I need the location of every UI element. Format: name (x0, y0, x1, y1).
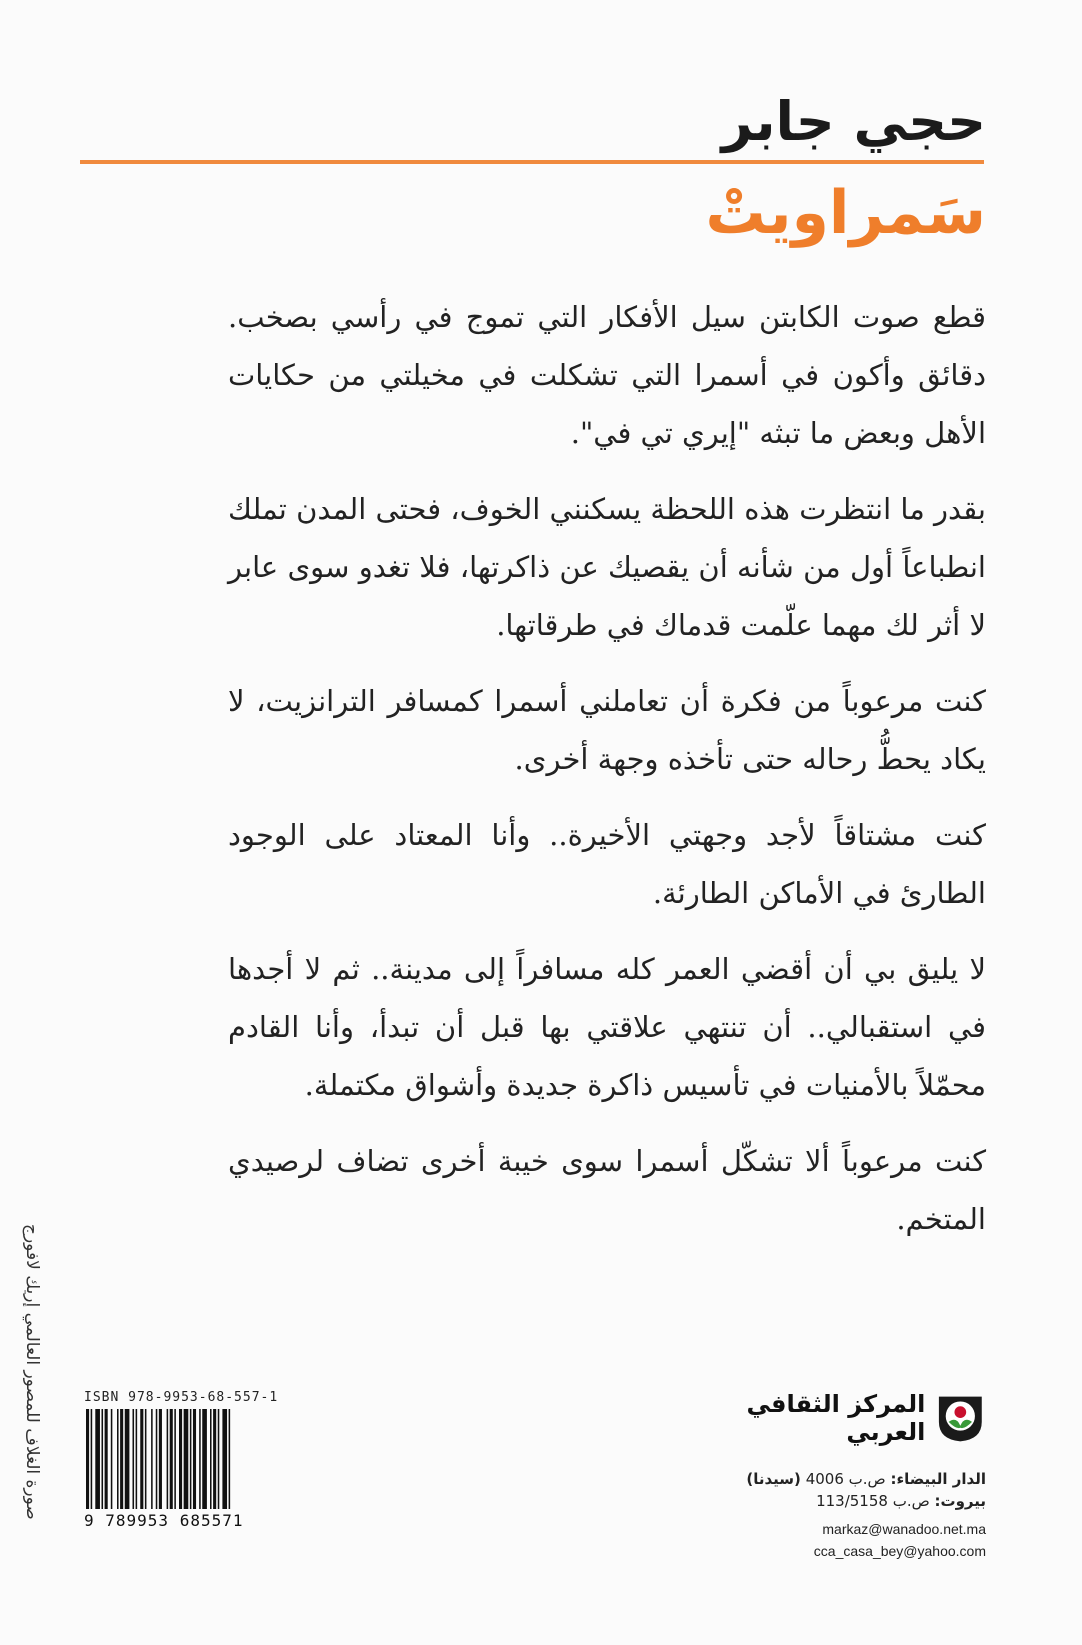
author-name: حجي جابر (721, 90, 986, 153)
barcode-bar (170, 1409, 173, 1509)
barcode-block (84, 1390, 300, 1530)
barcode-bar (167, 1409, 169, 1509)
publisher-emails (666, 1518, 986, 1562)
barcode-bar (105, 1409, 108, 1509)
barcode-bar (91, 1409, 93, 1509)
blurb-paragraph: كنت مشتاقاً لأجد وجهتي الأخيرة.. وأنا المعتاد على الوجود الطارئ في الأماكن الطارئة. (228, 818, 986, 910)
barcode-bar (125, 1409, 130, 1509)
barcode-bar (133, 1409, 135, 1509)
barcode-bar (190, 1409, 192, 1509)
barcode-bar (222, 1409, 227, 1509)
blurb (228, 288, 986, 1266)
blurb-paragraph: بقدر ما انتظرت هذه اللحظة يسكنني الخوف، فحتى المدن تملك انطباعاً أول من شأنه أن يقصيك عن ذاكرتها، فلا تغدو سوى عابر لا أثر لك مهما علّمت قدماك في طرقاتها. (228, 492, 986, 642)
barcode-digits: 9 789953 685571 (84, 1511, 244, 1530)
orange-divider (80, 160, 984, 164)
barcode-bar (184, 1409, 189, 1509)
barcode-bar (120, 1409, 123, 1509)
barcode-bar (199, 1409, 201, 1509)
barcode-bar (193, 1409, 196, 1509)
publisher-logo-icon (935, 1392, 986, 1444)
barcode-bar (140, 1409, 143, 1509)
beirut-label: بيروت: (934, 1492, 986, 1510)
blurb-paragraph: كنت مرعوباً ألا تشكّل أسمرا سوى خيبة أخرى تضاف لرصيدي المتخم. (228, 1144, 986, 1236)
barcode-bar (156, 1409, 158, 1509)
casablanca-label: الدار البيضاء: (890, 1470, 986, 1488)
blurb-paragraph: لا يليق بي أن أقضي العمر كله مسافراً إلى مدينة.. ثم لا أجدها في استقبالي.. أن تنتهي علاقتي بها قبل أن تبدأ، وأنا القادم محمّلاً بالأمنيات في تأسيس ذاكرة جديدة وأشواق مكتملة. (228, 952, 986, 1102)
publisher-block (666, 1390, 986, 1562)
barcode-bar (174, 1409, 176, 1509)
barcode-bar (202, 1409, 207, 1509)
publisher-name: المركز الثقافي العربي (746, 1390, 926, 1446)
barcode-bar (179, 1409, 182, 1509)
casablanca-district: (سيدنا) (746, 1470, 801, 1488)
email-2: cca_casa_bey@yahoo.com (813, 1543, 986, 1559)
barcode-bar (210, 1409, 212, 1509)
blurb-paragraph: كنت مرعوباً من فكرة أن تعاملني أسمرا كمسافر الترانزيت، لا يكاد يحطُّ رحاله حتى تأخذه وجهة أخرى. (228, 684, 986, 776)
isbn-text: ISBN 978-9953-68-557-1 (84, 1390, 279, 1405)
barcode-bar (136, 1409, 138, 1509)
beirut-box: ص.ب 113/5158 (816, 1492, 930, 1510)
casablanca-box: ص.ب 4006 (805, 1470, 886, 1488)
barcode-bar (86, 1409, 89, 1509)
barcode-bar (111, 1409, 113, 1509)
barcode-icon (84, 1409, 284, 1509)
barcode-bar (213, 1409, 216, 1509)
barcode-bar (117, 1409, 119, 1509)
cover-photo-credit: صورة الغلاف للمصور العالمي إريك لافورج (22, 1224, 42, 1520)
barcode-bar (151, 1409, 153, 1509)
barcode-bar (229, 1409, 231, 1509)
barcode-bar (218, 1409, 220, 1509)
barcode-bar (159, 1409, 162, 1509)
publisher-address (666, 1468, 986, 1512)
email-1: markaz@wanadoo.net.ma (822, 1521, 986, 1537)
barcode-bar (102, 1409, 104, 1509)
barcode-bar (95, 1409, 100, 1509)
book-title: سَمراويتْ (705, 178, 986, 248)
barcode-bar (145, 1409, 147, 1509)
blurb-paragraph: قطع صوت الكابتن سيل الأفكار التي تموج في رأسي بصخب. دقائق وأكون في أسمرا التي تشكلت في مخيلتي من حكايات الأهل وبعض ما تبثه "إيري تي في". (228, 300, 986, 450)
